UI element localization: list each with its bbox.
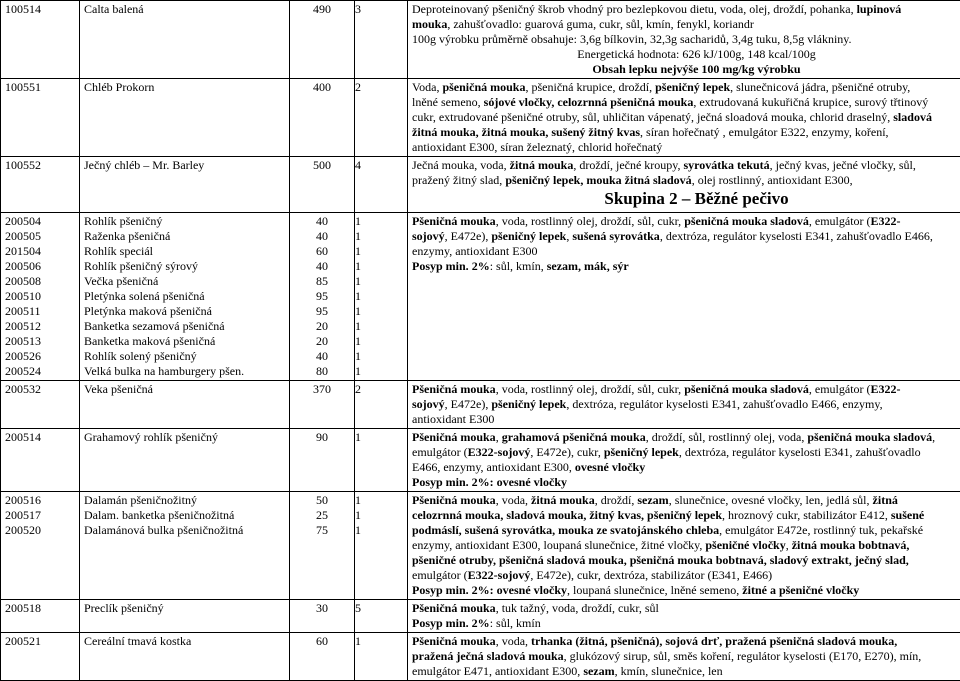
- table-row: [1, 492, 960, 600]
- ingredient-text: E322-: [871, 214, 901, 228]
- list-item: 1: [355, 304, 403, 319]
- ingredient-line: [412, 17, 960, 32]
- list-item: Rohlík speciál: [84, 244, 285, 259]
- list-item: 200504: [5, 214, 75, 229]
- product-code: 200518: [1, 600, 80, 633]
- ingredient-text: antioxidant E300: [412, 412, 494, 426]
- list-item: Rohlík solený pšeničný: [84, 349, 285, 364]
- ingredient-text: emulgátor (: [412, 568, 468, 582]
- ingredient-text: , dextróza, regulátor kyselosti E341, zahušťovadlo E466, enzymy,: [566, 397, 882, 411]
- ingredient-line: [412, 493, 960, 508]
- ingredient-text: : sůl, kmín,: [490, 259, 547, 273]
- product-name: Calta balená: [80, 1, 290, 79]
- ingredient-line: [412, 508, 960, 523]
- ingredient-text: , dextróza, regulátor kyselosti E341, zahušťovadlo: [679, 445, 921, 459]
- ingredient-text: ,: [566, 229, 572, 243]
- ingredient-line: [412, 460, 960, 475]
- list-item: 1: [355, 244, 403, 259]
- ingredient-text: , extrudovaná kukuřičná krupice, surový třtinový: [693, 95, 928, 109]
- ingredient-text: Pšeničná mouka: [412, 214, 496, 228]
- ingredient-text: Posyp min. 2%: ovesné vločky: [412, 583, 567, 597]
- list-item: Raženka pšeničná: [84, 229, 285, 244]
- list-item: 1: [355, 334, 403, 349]
- ingredient-text: loupaná slunečnice, žitné vločky,: [544, 538, 706, 552]
- ingredient-line: [412, 140, 960, 155]
- ingredient-text: , E472e),: [445, 229, 492, 243]
- ingredient-text: ,: [786, 538, 792, 552]
- list-item: 200513: [5, 334, 75, 349]
- table-row: [1, 600, 960, 633]
- list-item: 40: [294, 349, 350, 364]
- ingredient-text: žitná mouka: [510, 158, 574, 172]
- list-item: 25: [294, 508, 350, 523]
- list-item: 1: [355, 508, 403, 523]
- ingredient-line: [412, 125, 960, 140]
- ingredient-text: sójové vločky, celozrnná pšeničná mouka: [484, 95, 694, 109]
- ingredient-text: : sůl, kmín: [490, 616, 541, 630]
- ingredient-line: [412, 382, 960, 397]
- ingredient-text: antioxidant E300, síran železnatý, chlorid hořečnatý: [412, 140, 662, 154]
- ingredient-text: sezam, mák, sýr: [547, 259, 629, 273]
- ingredient-text: pšeničný lepek: [491, 397, 566, 411]
- ingredient-text: sojový: [412, 397, 445, 411]
- ingredient-text: pšeničný lepek, mouka žitná sladová: [505, 173, 691, 187]
- ingredient-text: , síran hořečnatý , emulgátor E322, enzymy, koření,: [640, 125, 888, 139]
- ingredients-text: [412, 158, 960, 188]
- product-weight: 490: [290, 1, 355, 79]
- ingredient-line: [412, 538, 960, 553]
- ingredient-text: , emulgátor (: [809, 214, 871, 228]
- ingredient-text: pšeničné vločky: [705, 538, 785, 552]
- ingredient-text: Deproteinovaný pšeničný škrob vhodný pro bezlepkovou dietu, voda, olej, droždí, pohanka,: [412, 2, 857, 16]
- ingredient-line: [412, 62, 960, 77]
- list-item: Dalam. banketka pšeničnožitná: [84, 508, 285, 523]
- product-qty: 4: [355, 157, 408, 213]
- product-weight: 60: [290, 633, 355, 681]
- ingredient-line: [412, 664, 960, 679]
- ingredient-line: [412, 32, 960, 47]
- ingredient-text: Pšeničná mouka: [412, 601, 496, 615]
- product-name-list: [80, 213, 290, 381]
- ingredient-line: [412, 397, 960, 412]
- ingredient-text: celozrnná mouka, sladová mouka, žitný kvas, pšeničný lepek: [412, 508, 722, 522]
- ingredient-text: pšeničný lepek: [655, 80, 730, 94]
- ingredient-line: [412, 445, 960, 460]
- ingredient-text: , emulgátor E472e, rostlinný tuk, pekařské: [719, 523, 923, 537]
- list-item: 1: [355, 229, 403, 244]
- list-item: 200517: [5, 508, 75, 523]
- product-ingredients: [408, 429, 960, 492]
- ingredient-text: Voda,: [412, 80, 442, 94]
- ingredient-text: grahamová pšeničná mouka: [502, 430, 646, 444]
- ingredient-text: Pšeničná mouka: [412, 634, 496, 648]
- table-row: [1, 157, 960, 213]
- product-qty: 1: [355, 633, 408, 681]
- ingredient-text: Ječná mouka, voda,: [412, 158, 510, 172]
- product-name: Grahamový rohlík pšeničný: [80, 429, 290, 492]
- list-item: 200508: [5, 274, 75, 289]
- ingredient-line: [412, 173, 960, 188]
- product-ingredients: [408, 633, 960, 681]
- ingredient-text: pšeničná mouka sladová: [684, 214, 809, 228]
- product-ingredients: [408, 213, 960, 381]
- product-weight: 400: [290, 79, 355, 157]
- ingredient-text: ovesné vločky: [575, 460, 645, 474]
- ingredient-line: [412, 523, 960, 538]
- ingredient-text: pražený žitný slad,: [412, 173, 505, 187]
- ingredient-text: cukr, extrudované pšeničné otruby, sůl, uhličitan vápenatý, ječná sloadová mouka, chlorid draselný,: [412, 110, 893, 124]
- product-name: Chléb Prokorn: [80, 79, 290, 157]
- list-item: 201504: [5, 244, 75, 259]
- list-item: 80: [294, 364, 350, 379]
- product-weight-list: [290, 213, 355, 381]
- ingredient-text: , slunečnicová jádra, pšeničné otruby,: [730, 80, 910, 94]
- ingredient-line: [412, 412, 960, 427]
- list-item: Pletýnka maková pšeničná: [84, 304, 285, 319]
- list-item: 1: [355, 523, 403, 538]
- ingredient-text: žitná mouka, žitná mouka, sušený žitný kvas: [412, 125, 640, 139]
- list-item: 200516: [5, 493, 75, 508]
- ingredient-text: žitná mouka: [531, 493, 595, 507]
- list-item: Rohlík pšeničný sýrový: [84, 259, 285, 274]
- ingredient-text: Posyp min. 2%: ovesné vločky: [412, 475, 567, 489]
- ingredient-text: sezam: [637, 493, 668, 507]
- ingredient-text: , droždí, sůl, rostlinný olej, voda,: [646, 430, 808, 444]
- ingredient-line: [412, 553, 960, 568]
- ingredient-text: , voda,: [496, 634, 531, 648]
- ingredient-text: mouka: [412, 17, 447, 31]
- product-ingredients: [408, 492, 960, 600]
- ingredient-text: ,: [932, 430, 935, 444]
- product-qty-list: [355, 213, 408, 381]
- list-item: Banketka sezamová pšeničná: [84, 319, 285, 334]
- product-name: Ječný chléb – Mr. Barley: [80, 157, 290, 213]
- ingredient-text: sušené: [891, 508, 924, 522]
- ingredient-text: pšeničný lepek: [491, 229, 566, 243]
- ingredient-text: emulgátor E471, antioxidant E300,: [412, 664, 583, 678]
- ingredient-text: pšeničné otruby, pšeničná sladová mouka, pšeničná mouka bobtnavá, sladový extrakt, ječný slad,: [412, 553, 909, 567]
- ingredient-text: , pšeničná krupice, droždí,: [525, 80, 655, 94]
- ingredient-text: trhanka (žitná, pšeničná), sojová drť, pražená pšeničná sladová mouka,: [531, 634, 897, 648]
- product-qty: 5: [355, 600, 408, 633]
- ingredient-text: , voda, rostlinný olej, droždí, sůl, cukr,: [496, 382, 685, 396]
- ingredient-line: [412, 649, 960, 664]
- product-ingredients: [408, 1, 960, 79]
- ingredient-text: syrovátka tekutá: [684, 158, 770, 172]
- ingredient-line: [412, 583, 960, 598]
- ingredient-text: pšeničný lepek: [604, 445, 679, 459]
- ingredient-text: pšeničná mouka sladová: [807, 430, 932, 444]
- product-weight: 370: [290, 381, 355, 429]
- ingredient-text: pražená ječná sladová mouka: [412, 649, 564, 663]
- ingredient-text: žitná: [873, 493, 898, 507]
- product-weight-list: [290, 492, 355, 600]
- product-code-list: [1, 213, 80, 381]
- list-item: 20: [294, 319, 350, 334]
- list-item: Velká bulka na hamburgery pšen.: [84, 364, 285, 379]
- list-item: 40: [294, 259, 350, 274]
- ingredient-text: žitná mouka bobtnavá,: [792, 538, 910, 552]
- ingredient-text: , emulgátor (: [809, 382, 871, 396]
- ingredient-text: Obsah lepku nejvýše 100 mg/kg výrobku: [592, 62, 800, 76]
- list-item: 40: [294, 214, 350, 229]
- list-item: 75: [294, 523, 350, 538]
- ingredient-text: , zahušťovadlo: guarová guma, cukr, sůl, kmín, fenykl, koriandr: [447, 17, 754, 31]
- product-code: 100552: [1, 157, 80, 213]
- list-item: 200520: [5, 523, 75, 538]
- product-name: Cereální tmavá kostka: [80, 633, 290, 681]
- product-ingredients: [408, 157, 960, 213]
- ingredient-text: , E472e),: [445, 397, 492, 411]
- product-code: 100514: [1, 1, 80, 79]
- ingredient-text: Pšeničná mouka: [412, 382, 496, 396]
- ingredient-text: pšeničná mouka sladová: [684, 382, 809, 396]
- list-item: 95: [294, 304, 350, 319]
- ingredient-line: [412, 158, 960, 173]
- ingredient-text: E322-sojový: [468, 445, 531, 459]
- list-item: Večka pšeničná: [84, 274, 285, 289]
- list-item: 1: [355, 259, 403, 274]
- product-code: 200514: [1, 429, 80, 492]
- list-item: 1: [355, 274, 403, 289]
- ingredient-text: enzymy, antioxidant E300,: [412, 538, 544, 552]
- product-ingredients: [408, 79, 960, 157]
- ingredient-text: 100g výrobku průměrně obsahuje: 3,6g bílkovin, 32,3g sacharidů, 3,4g tuku, 8,5g vlákniny.: [412, 32, 852, 46]
- product-weight: 30: [290, 600, 355, 633]
- list-item: 200506: [5, 259, 75, 274]
- ingredient-line: [412, 259, 960, 274]
- ingredient-text: , tuk tažný, voda, droždí, cukr, sůl: [496, 601, 659, 615]
- list-item: 40: [294, 229, 350, 244]
- ingredient-text: , ječný kvas, ječné vločky, sůl,: [770, 158, 916, 172]
- list-item: 85: [294, 274, 350, 289]
- ingredient-text: , loupaná slunečnice, lněné semeno,: [567, 583, 742, 597]
- list-item: 60: [294, 244, 350, 259]
- list-item: 200505: [5, 229, 75, 244]
- table-row: [1, 381, 960, 429]
- ingredient-line: [412, 634, 960, 649]
- list-item: Pletýnka solená pšeničná: [84, 289, 285, 304]
- ingredient-text: sezam: [583, 664, 614, 678]
- ingredient-line: [412, 95, 960, 110]
- ingredient-text: lněné semeno,: [412, 95, 484, 109]
- product-ingredients: [408, 381, 960, 429]
- ingredient-text: podmáslí, sušená syrovátka, mouka ze svatojánského chleba: [412, 523, 719, 537]
- list-item: 1: [355, 349, 403, 364]
- product-qty: 1: [355, 429, 408, 492]
- ingredient-text: Energetická hodnota: 626 kJ/100g, 148 kcal/100g: [577, 47, 815, 61]
- ingredient-text: E466, enzymy, antioxidant E300,: [412, 460, 575, 474]
- list-item: Dalamánová bulka pšeničnožitná: [84, 523, 285, 538]
- ingredient-line: [412, 2, 960, 17]
- table-row: [1, 79, 960, 157]
- ingredient-text: Posyp min.: [412, 259, 469, 273]
- product-qty-list: [355, 492, 408, 600]
- ingredient-line: [412, 601, 960, 616]
- product-name: Veka pšeničná: [80, 381, 290, 429]
- ingredient-line: [412, 214, 960, 229]
- table-row: [1, 633, 960, 681]
- ingredient-text: E322-sojový: [468, 568, 531, 582]
- ingredient-text: , olej rostlinný, antioxidant E300,: [692, 173, 853, 187]
- ingredient-text: ,: [496, 430, 502, 444]
- ingredient-text: , glukózový sirup, sůl, směs koření, regulátor kyselosti (E170, E270), mín,: [564, 649, 922, 663]
- ingredient-text: emulgátor (: [412, 445, 468, 459]
- product-qty: 2: [355, 79, 408, 157]
- ingredient-line: [412, 616, 960, 631]
- list-item: 200512: [5, 319, 75, 334]
- product-code: 200521: [1, 633, 80, 681]
- product-weight: 90: [290, 429, 355, 492]
- ingredient-line: [412, 47, 960, 62]
- list-item: Banketka maková pšeničná: [84, 334, 285, 349]
- ingredient-line: [412, 110, 960, 125]
- table-row: [1, 213, 960, 381]
- ingredient-line: [412, 80, 960, 95]
- product-name-list: [80, 492, 290, 600]
- product-qty: 3: [355, 1, 408, 79]
- product-weight: 500: [290, 157, 355, 213]
- ingredient-text: Posyp min. 2%: [412, 616, 490, 630]
- ingredient-text: , E472e), cukr, dextróza, stabilizátor (E341, E466): [530, 568, 772, 582]
- list-item: 200524: [5, 364, 75, 379]
- list-item: 200510: [5, 289, 75, 304]
- ingredient-text: Pšeničná mouka: [412, 430, 496, 444]
- ingredient-line: [412, 430, 960, 445]
- list-item: 200526: [5, 349, 75, 364]
- ingredient-text: E322-: [871, 382, 901, 396]
- ingredient-text: , E472e), cukr,: [530, 445, 604, 459]
- list-item: Rohlík pšeničný: [84, 214, 285, 229]
- list-item: 200511: [5, 304, 75, 319]
- ingredient-text: , hroznový cukr, stabilizátor E412,: [722, 508, 891, 522]
- product-name: Preclík pšeničný: [80, 600, 290, 633]
- ingredient-text: enzymy, antioxidant E300: [412, 244, 538, 258]
- ingredient-text: , slunečnice, ovesné vločky, len, jedlá sůl,: [669, 493, 873, 507]
- ingredient-text: Pšeničná mouka: [412, 493, 496, 507]
- table-row: [1, 429, 960, 492]
- list-item: Dalamán pšeničnožitný: [84, 493, 285, 508]
- product-code-list: [1, 492, 80, 600]
- table-row: [1, 1, 960, 79]
- ingredient-text: sladová: [893, 110, 932, 124]
- ingredient-line: [412, 244, 960, 259]
- ingredient-text: lupinová: [857, 2, 902, 16]
- product-code: 100551: [1, 79, 80, 157]
- list-item: 20: [294, 334, 350, 349]
- ingredient-text: , dextróza, regulátor kyselosti E341, zahušťovadlo E466,: [660, 229, 933, 243]
- ingredient-text: , droždí,: [595, 493, 638, 507]
- list-item: 1: [355, 214, 403, 229]
- product-qty: 2: [355, 381, 408, 429]
- product-ingredients: [408, 600, 960, 633]
- ingredient-text: žitné a pšeničné vločky: [742, 583, 859, 597]
- list-item: 95: [294, 289, 350, 304]
- list-item: 1: [355, 319, 403, 334]
- ingredient-line: [412, 568, 960, 583]
- product-code: 200532: [1, 381, 80, 429]
- ingredient-text: , voda, rostlinný olej, droždí, sůl, cukr,: [496, 214, 685, 228]
- ingredient-text: , kmín, slunečnice, len: [615, 664, 723, 678]
- ingredient-text: , voda,: [496, 493, 531, 507]
- ingredient-line: [412, 475, 960, 490]
- list-item: 50: [294, 493, 350, 508]
- ingredient-text: sušená syrovátka: [572, 229, 659, 243]
- ingredient-text: , droždí, ječné kroupy,: [573, 158, 683, 172]
- list-item: 1: [355, 493, 403, 508]
- list-item: 1: [355, 364, 403, 379]
- list-item: 1: [355, 289, 403, 304]
- ingredient-text: pšeničná mouka: [442, 80, 525, 94]
- group-title: Skupina 2 – Běžné pečivo: [412, 189, 960, 209]
- ingredient-text: 2%: [472, 259, 490, 273]
- ingredient-text: sojový: [412, 229, 445, 243]
- ingredient-line: [412, 229, 960, 244]
